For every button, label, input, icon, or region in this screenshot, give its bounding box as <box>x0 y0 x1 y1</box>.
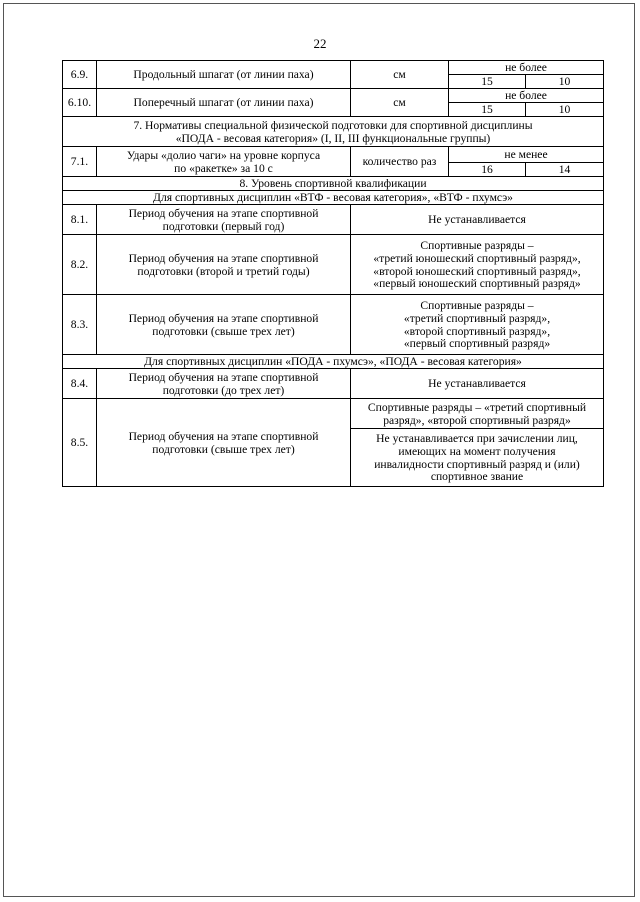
subsection-title: Для спортивных дисциплин «ПОДА - пхумсэ», «ПОДА - весовая категория» <box>63 355 604 369</box>
norm-unit: см <box>351 89 449 117</box>
period-name <box>97 399 351 487</box>
norm-name: Продольный шпагат (от линии паха) <box>97 61 351 89</box>
norm-name <box>97 147 351 177</box>
norm-value: 10 <box>526 75 604 89</box>
qualification-value: Не устанавливается <box>351 205 604 235</box>
qualification-line: разряд», «второй спортивный разряд» <box>383 413 571 427</box>
row-number: 8.3. <box>63 295 97 355</box>
period-name-line: подготовки (свыше трех лет) <box>152 442 295 456</box>
section-7-title <box>63 117 604 147</box>
period-name <box>97 295 351 355</box>
norm-value: 14 <box>526 163 604 177</box>
norm-value: 16 <box>449 163 526 177</box>
table-row <box>63 89 604 103</box>
section-header <box>63 117 604 147</box>
qualification-line: «второй спортивный разряд», <box>403 324 551 338</box>
qualification-line: Не устанавливается при зачислении лиц, <box>376 431 578 445</box>
period-name-line: подготовки (до трех лет) <box>162 383 285 397</box>
row-number: 6.9. <box>63 61 97 89</box>
qualification-line: инвалидности спортивный разряд и (или) <box>374 457 580 471</box>
norm-value: 15 <box>449 75 526 89</box>
norm-qualifier: не более <box>449 61 604 75</box>
period-name-line: подготовки (второй и третий годы) <box>137 264 310 278</box>
subsection-header <box>63 191 604 205</box>
section-8-title: 8. Уровень спортивной квалификации <box>63 177 604 191</box>
norm-unit: см <box>351 61 449 89</box>
period-name-line: Период обучения на этапе спортивной <box>128 429 319 443</box>
period-name-line: подготовки (свыше трех лет) <box>152 324 295 338</box>
norm-qualifier: не менее <box>449 147 604 163</box>
qualification-line: «второй юношеский спортивный разряд», <box>373 264 581 278</box>
period-name-line: Период обучения на этапе спортивной <box>128 251 319 265</box>
qualification-value: Не устанавливается <box>351 369 604 399</box>
qualification-line: «первый спортивный разряд» <box>403 337 551 351</box>
qualification-value <box>351 235 604 295</box>
period-name-line: Период обучения на этапе спортивной <box>128 311 319 325</box>
row-number: 8.4. <box>63 369 97 399</box>
subsection-title: Для спортивных дисциплин «ВТФ - весовая категория», «ВТФ - пхумсэ» <box>63 191 604 205</box>
section-header <box>63 177 604 191</box>
norm-qualifier: не более <box>449 89 604 103</box>
page-number: 22 <box>313 36 327 51</box>
period-name <box>97 205 351 235</box>
row-number: 7.1. <box>63 147 97 177</box>
qualification-line: спортивное звание <box>430 470 524 484</box>
qualification-line: «первый юношеский спортивный разряд» <box>373 277 581 291</box>
qualification-value <box>351 399 604 429</box>
norm-value: 10 <box>526 103 604 117</box>
standards-table <box>62 60 604 487</box>
qualification-value <box>351 295 604 355</box>
row-number: 8.2. <box>63 235 97 295</box>
qualification-line: «третий спортивный разряд», <box>403 311 551 325</box>
table-row <box>63 399 604 429</box>
norm-unit: количество раз <box>351 147 449 177</box>
table-row <box>63 147 604 163</box>
row-number: 8.1. <box>63 205 97 235</box>
norm-name-line: Удары «долио чаги» на уровне корпуса <box>126 148 321 162</box>
row-number: 8.5. <box>63 399 97 487</box>
qualification-line: Спортивные разряды – «третий спортивный <box>367 400 587 414</box>
qualification-line: имеющих на момент получения <box>398 444 556 458</box>
qualification-value <box>351 429 604 487</box>
table-row <box>63 235 604 295</box>
qualification-line: Спортивные разряды – <box>420 298 534 312</box>
table-row <box>63 61 604 75</box>
period-name-line: Период обучения на этапе спортивной <box>128 206 319 220</box>
period-name-line: подготовки (первый год) <box>162 219 285 233</box>
subsection-header <box>63 355 604 369</box>
norm-name-line: по «ракетке» за 10 с <box>174 161 273 175</box>
table-row <box>63 295 604 355</box>
period-name <box>97 369 351 399</box>
table-row <box>63 369 604 399</box>
qualification-line: «третий юношеский спортивный разряд», <box>373 251 581 265</box>
section-7-line: «ПОДА - весовая категория» (I, II, III функциональные группы) <box>175 131 491 145</box>
period-name-line: Период обучения на этапе спортивной <box>128 370 319 384</box>
norm-name: Поперечный шпагат (от линии паха) <box>97 89 351 117</box>
norm-value: 15 <box>449 103 526 117</box>
row-number: 6.10. <box>63 89 97 117</box>
qualification-line: Спортивные разряды – <box>420 238 534 252</box>
period-name <box>97 235 351 295</box>
table-row <box>63 205 604 235</box>
section-7-line: 7. Нормативы специальной физической подготовки для спортивной дисциплины <box>133 118 533 132</box>
